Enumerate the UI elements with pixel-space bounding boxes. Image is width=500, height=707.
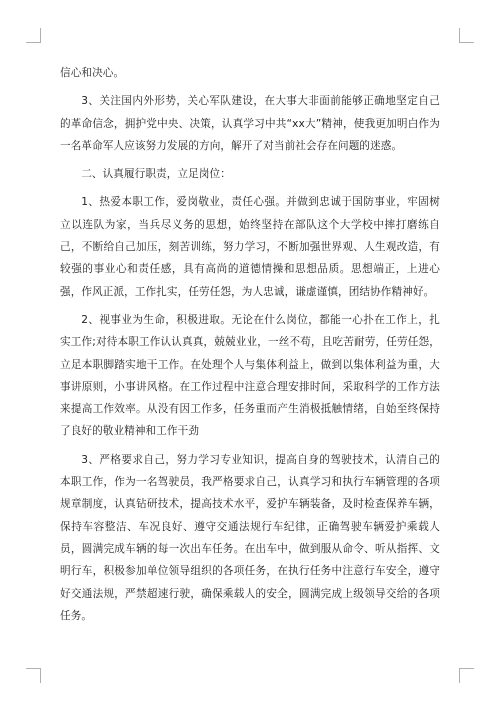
paragraph-item-1-dedication: 1、热爱本职工作，爱岗敬业，责任心强。并做到忠诚于国防事业，牢固树立以连队为家，当兵尽义务的思想，始终坚持在部队这个大学校中摔打磨练自己，不断给自己加压，刻苦训练，努力学习，不断加强世界观、人生观改造，有较强的事业心和责任感，具有高尚的道德情操和思想品质。思想端正，上进心强，作风正派，工作扎实，任劳任怨，为人忠诚，谦虚谨慎，团结协作精神好。: [60, 196, 440, 298]
paragraph-item-3-situation: 3、关注国内外形势，关心军队建设，在大事大非面前能够正确地坚定自己的革命信念，拥护党中央、决策，认真学习中共“xx大”精神，使我更加明白作为一名革命军人应该努力发展的方向，解开了对当前社会存在问题的迷惑。: [60, 95, 440, 152]
section-heading-duties: 二、认真履行职责，立足岗位：: [81, 168, 231, 181]
paragraph-continuation: 信心和决心。: [60, 67, 125, 79]
crop-mark-top-right: [459, 28, 474, 43]
crop-mark-bottom-right: [459, 668, 474, 683]
crop-mark-top-left: [26, 28, 41, 43]
document-body: [60, 62, 440, 633]
paragraph-item-2-career: 2、视事业为生命，积极进取。无论在什么岗位，都能一心扑在工作上，扎实工作;对待本职工作认认真真，兢兢业业，一丝不苟，且吃苦耐劳，任劳任怨，立足本职脚踏实地干工作。在处理个人与集体利益上，做到以集体利益为重，大事讲原则，小事讲风格。在工作过程中注意合理安排时间，采取科学的工作方法来提高工作效率。从没有因工作多，任务重而产生消极抵触情绪，自始至终保持了良好的敬业精神和工作干劲: [60, 313, 440, 438]
crop-mark-bottom-left: [26, 668, 41, 683]
paragraph-item-3-driver: 3、严格要求自己，努力学习专业知识，提高自身的驾驶技术，认清自己的本职工作，作为一名驾驶员，我严格要求自己，认真学习和执行车辆管理的各项规章制度，认真钻研技术，提高技术水平，爱护车辆装备，及时检查保养车辆，保持车容整洁、车况良好、遵守交通法规行车纪律，正确驾驶车辆爱护乘载人员，圆满完成车辆的每一次出车任务。在出车中，做到服从命令、听从指挥、文明行车，积极参加单位领导组织的各项任务，在执行任务中注意行车安全，遵守好交通法规，严禁超速行驶，确保乘载人的安全，圆满完成上级领导交给的各项任务。: [60, 453, 440, 622]
